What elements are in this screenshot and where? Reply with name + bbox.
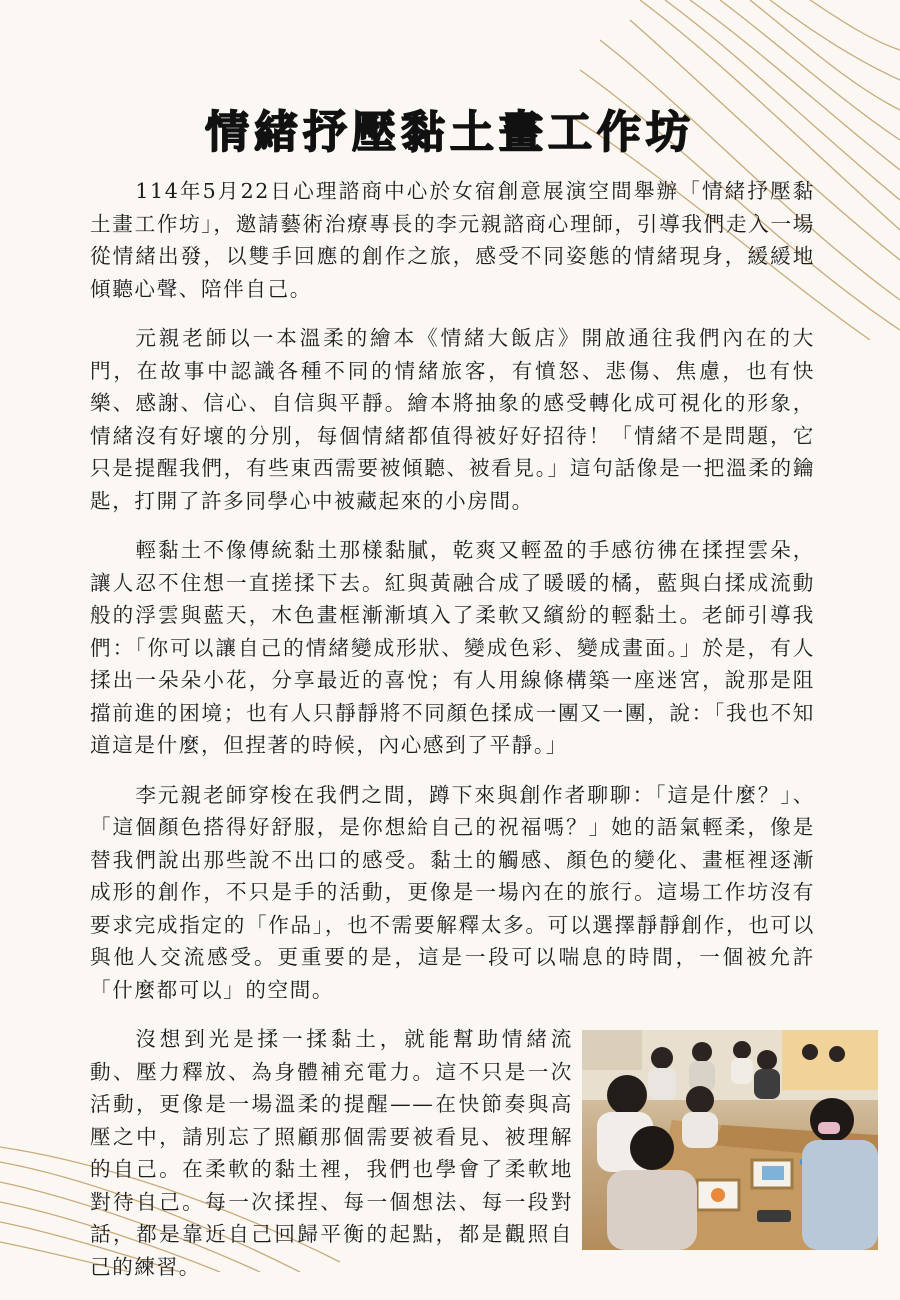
workshop-photo-illustration (582, 1030, 878, 1250)
paragraph-picture-book: 元親老師以一本溫柔的繪本《情緒大飯店》開啟通往我們內在的大門，在故事中認識各種不同的情緒旅客，有憤怒、悲傷、焦慮，也有快樂、感謝、信心、自信與平靜。繪本將抽象的感受轉化成可視化的形象，情緒沒有好壞的分別，每個情緒都值得被好好招待！「情緒不是問題，它只是提醒我們，有些東西需要被傾聽、被看見。」這句話像是一把溫柔的鑰匙，打開了許多同學心中被藏起來的小房間。 (90, 326, 815, 513)
paragraph-conclusion: 沒想到光是揉一揉黏土，就能幫助情緒流動、壓力釋放、為身體補充電力。這不只是一次活動，更像是一場溫柔的提醒——在快節奏與高壓之中，請別忘了照顧那個需要被看見、被理解的自己。在柔軟的黏土裡，我們也學會了柔軟地對待自己。每一次揉捏、每一個想法、每一段對話，都是靠近自己回歸平衡的起點，都是觀照自己的練習。 (90, 1027, 573, 1279)
workshop-photo (582, 1030, 878, 1250)
page-title: 情緒抒壓黏土畫工作坊 (205, 107, 695, 158)
paragraph-clay-experience: 輕黏土不像傳統黏土那樣黏膩，乾爽又輕盈的手感彷彿在揉捏雲朵，讓人忍不住想一直搓揉下去。紅與黃融合成了暖暖的橘，藍與白揉成流動般的浮雲與藍天，木色畫框漸漸填入了柔軟又繽紛的輕黏土。老師引導我們：「你可以讓自己的情緒變成形狀、變成色彩、變成畫面。」於是，有人揉出一朵朵小花，分享最近的喜悅；有人用線條構築一座迷宮，說那是阻擋前進的困境；也有人只靜靜將不同顏色揉成一團又一團，說：「我也不知道這是什麼，但捏著的時候，內心感到了平靜。」 (90, 538, 815, 757)
paragraph-intro: 114年5月22日心理諮商中心於女宿創意展演空間舉辦「情緒抒壓黏土畫工作坊」，邀請藝術治療專長的李元親諮商心理師，引導我們走入一場從情緒出發，以雙手回應的創作之旅，感受不同姿態的情緒現身，緩緩地傾聽心聲、陪伴自己。 (90, 179, 815, 301)
paragraph-teacher-guidance: 李元親老師穿梭在我們之間，蹲下來與創作者聊聊：「這是什麼？」、「這個顏色搭得好舒服，是你想給自己的祝福嗎？」她的語氣輕柔，像是替我們說出那些說不出口的感受。黏土的觸感、顏色的變化、畫框裡逐漸成形的創作，不只是手的活動，更像是一場內在的旅行。這場工作坊沒有要求完成指定的「作品」，也不需要解釋太多。可以選擇靜靜創作，也可以與他人交流感受。更重要的是，這是一段可以喘息的時間，一個被允許「什麼都可以」的空間。 (90, 782, 815, 1002)
